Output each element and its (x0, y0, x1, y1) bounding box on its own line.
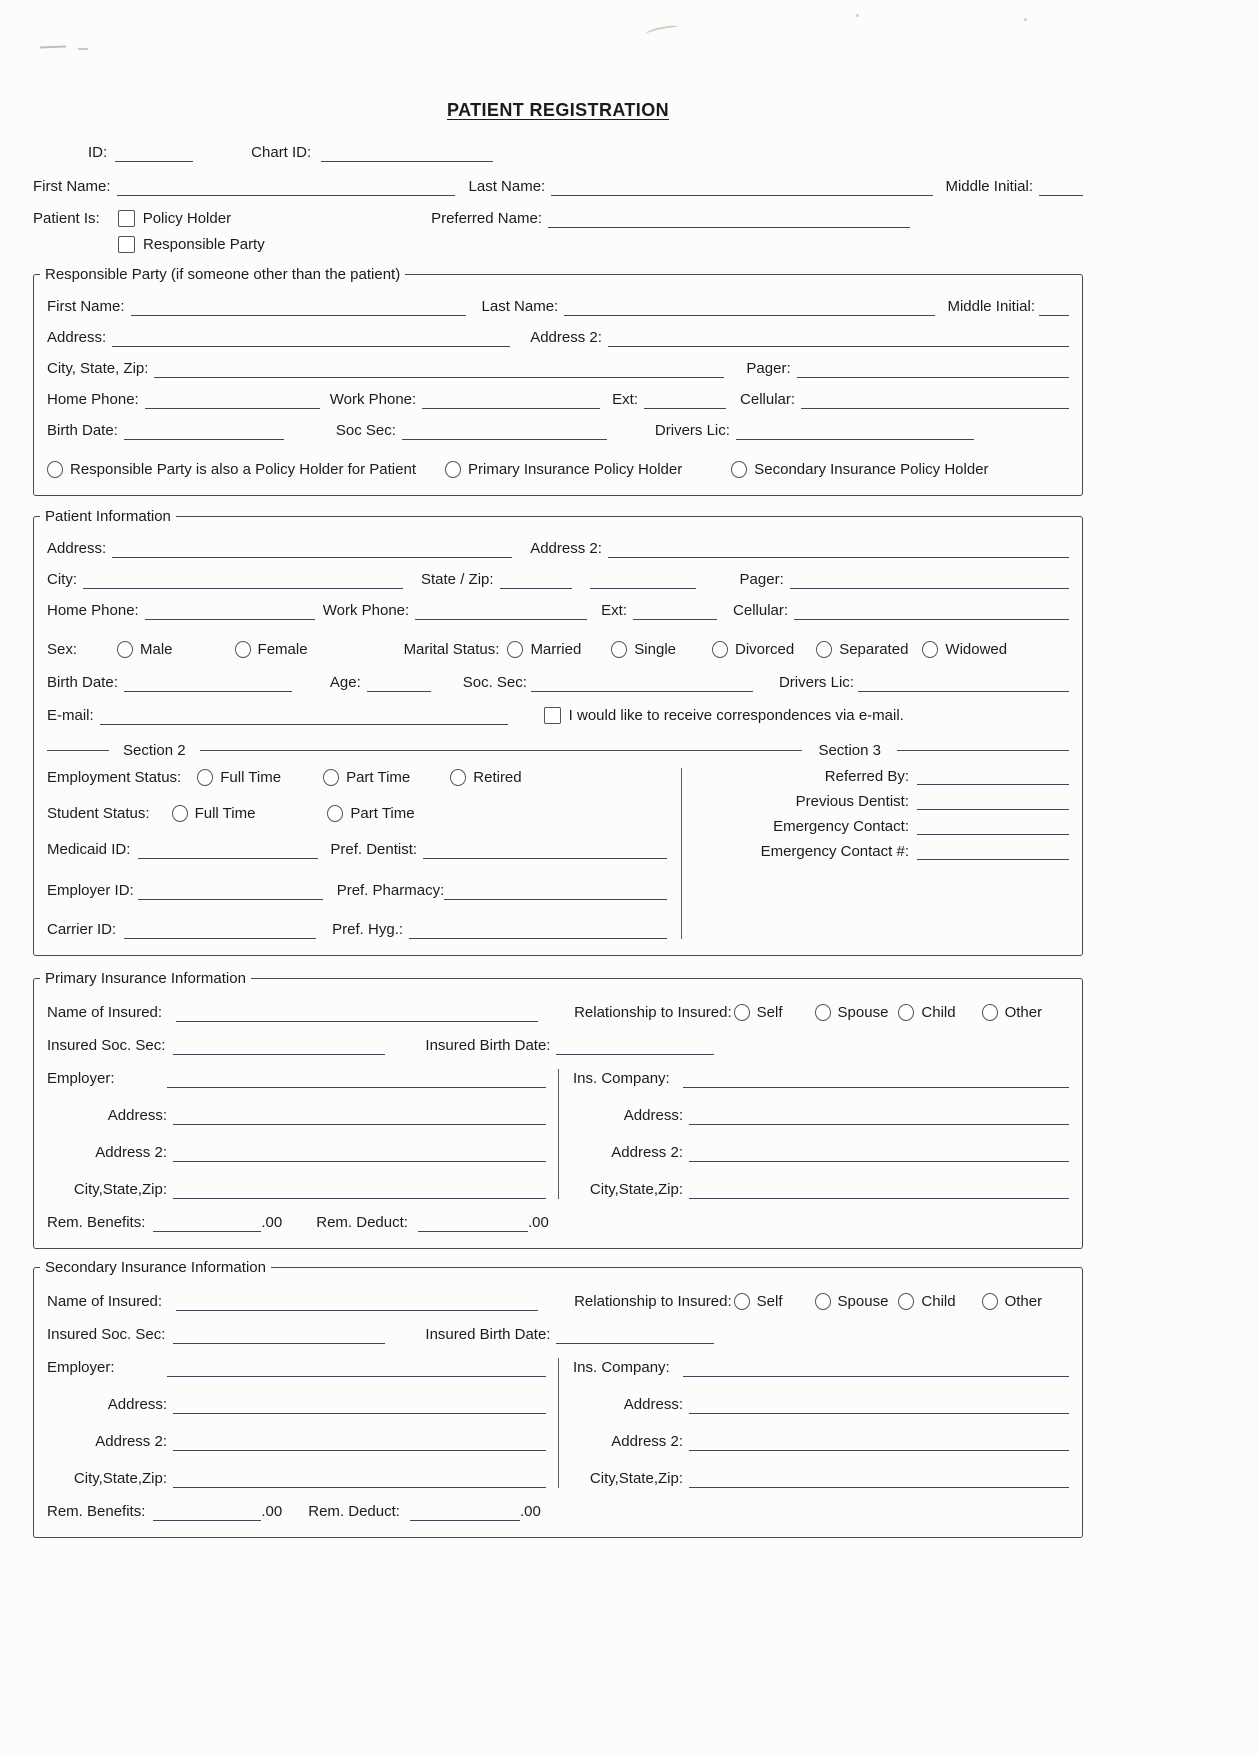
rp-address-input[interactable] (112, 330, 510, 347)
rp-birth-date-label: Birth Date: (47, 422, 118, 439)
pi-sex-marital-row (47, 640, 1069, 659)
rp-work-phone-label: Work Phone: (329, 391, 417, 408)
pri-self-label: Self (756, 1004, 783, 1021)
sec-ins-company-input[interactable] (683, 1360, 1069, 1377)
sec-name-of-insured-label: Name of Insured: (47, 1293, 163, 1310)
sec-socsec-row (47, 1325, 1069, 1344)
pi-emergency-contact-num-row (698, 843, 1069, 860)
pi-ext-input[interactable] (633, 603, 717, 620)
pi-medicaid-id-label: Medicaid ID: (47, 841, 131, 858)
pi-employer-id-row (47, 881, 667, 900)
responsible-party-legend: Responsible Party (if someone other than the patient) (40, 265, 405, 284)
pi-employer-id-label: Employer ID: (47, 882, 134, 899)
pri-name-of-insured-label: Name of Insured: (47, 1004, 163, 1021)
sec-ins-address-label: Address: (623, 1396, 683, 1413)
preferred-name-label: Preferred Name: (431, 210, 542, 227)
rp-cellular-input[interactable] (801, 392, 1069, 409)
policy-holder-option-label: Policy Holder (142, 210, 232, 227)
pi-employment-parttime-label: Part Time (346, 769, 411, 786)
pri-city-state-zip-label: City,State,Zip: (73, 1181, 167, 1198)
pi-age-input[interactable] (367, 675, 431, 692)
pri-spouse-label: Spouse (837, 1004, 889, 1021)
pi-previous-dentist-label: Previous Dentist: (795, 793, 909, 810)
divider (47, 750, 109, 751)
sec-ins-company-label: Ins. Company: (573, 1359, 670, 1376)
sec-rem-deduct-input[interactable] (410, 1504, 520, 1521)
sec-rem-benefits-cents: .00 (261, 1503, 283, 1520)
pi-pref-hyg-label: Pref. Hyg.: (332, 921, 404, 938)
pi-email-input[interactable] (100, 708, 508, 725)
pri-employer-column (47, 1069, 558, 1199)
pri-rem-benefits-cents: .00 (261, 1214, 283, 1231)
pi-cellular-input[interactable] (794, 603, 1069, 620)
pi-single-radio[interactable] (611, 641, 627, 658)
pi-pref-dentist-label: Pref. Dentist: (330, 841, 418, 858)
responsible-party-checkbox[interactable] (118, 236, 135, 253)
pri-employer-label: Employer: (47, 1070, 115, 1087)
pri-address-label: Address: (107, 1107, 167, 1124)
pri-rem-benefits-input[interactable] (153, 1215, 261, 1232)
patient-is-label: Patient Is: (33, 210, 100, 227)
pi-male-radio[interactable] (117, 641, 133, 658)
pi-divorced-radio[interactable] (712, 641, 728, 658)
pi-work-phone-label: Work Phone: (322, 602, 410, 619)
sec-columns (47, 1358, 1069, 1488)
pi-sex-option-female (235, 640, 308, 659)
pri-ins-address-row (573, 1106, 1069, 1125)
sec-employer-input[interactable] (167, 1360, 546, 1377)
pi-student-parttime-label: Part Time (350, 805, 415, 822)
pi-employment-parttime (323, 768, 410, 787)
pi-employment-retired (450, 768, 521, 787)
pi-emergency-contact-input[interactable] (917, 818, 1069, 835)
rp-home-phone-label: Home Phone: (47, 391, 139, 408)
preferred-name-input[interactable] (548, 211, 910, 228)
sec-ins-company-column (558, 1358, 1069, 1488)
pi-employment-fulltime-radio[interactable] (197, 769, 213, 786)
pi-carrier-id-input[interactable] (124, 922, 316, 939)
section2-column (47, 768, 681, 939)
sec-rem-deduct-label: Rem. Deduct: (308, 1503, 400, 1520)
rp-pager-label: Pager: (746, 360, 791, 377)
rp-middle-initial-input[interactable] (1039, 299, 1069, 316)
pri-name-row (47, 1003, 1069, 1022)
pri-self-radio[interactable] (734, 1004, 750, 1021)
rp-secondary-policy-radio-label: Secondary Insurance Policy Holder (754, 461, 989, 478)
last-name-label: Last Name: (468, 178, 546, 195)
pi-marital-status-label: Marital Status: (403, 641, 500, 658)
pi-employment-status-label: Employment Status: (47, 769, 182, 786)
pi-carrier-id-row (47, 920, 667, 939)
rp-city-state-zip-label: City, State, Zip: (47, 360, 149, 377)
sec-employer-column (47, 1358, 558, 1488)
pi-widowed-label: Widowed (945, 641, 1008, 658)
sec-rem-benefits-input[interactable] (153, 1504, 261, 1521)
rp-drivers-lic-label: Drivers Lic: (654, 422, 730, 439)
pi-marital-option-widowed (922, 640, 1007, 659)
pi-email-label: E-mail: (47, 707, 94, 724)
pi-employment-parttime-radio[interactable] (323, 769, 339, 786)
rp-birth-row (47, 421, 1069, 440)
pri-ins-city-state-zip-input[interactable] (689, 1182, 1069, 1199)
pi-email-optin-checkbox[interactable] (544, 707, 561, 724)
pri-address2-label: Address 2: (95, 1144, 167, 1161)
pi-pref-dentist-input[interactable] (423, 842, 667, 859)
pi-pager-input[interactable] (790, 572, 1069, 589)
pri-other-radio[interactable] (982, 1004, 998, 1021)
pi-pager-label: Pager: (739, 571, 784, 588)
rp-policy-radio-row (47, 460, 1069, 479)
pi-emergency-contact-num-label: Emergency Contact #: (760, 843, 909, 860)
pri-city-state-zip-input[interactable] (173, 1182, 546, 1199)
rp-address2-input[interactable] (608, 330, 1069, 347)
pi-divorced-label: Divorced (735, 641, 795, 658)
pi-drivers-lic-input[interactable] (858, 675, 1069, 692)
sec-ins-address2-row (573, 1432, 1069, 1451)
pi-employer-id-input[interactable] (138, 883, 323, 900)
pi-sex-option-male (117, 640, 173, 659)
pri-name-of-insured-input[interactable] (176, 1005, 538, 1022)
pi-email-optin-label: I would like to receive correspondences via e-mail. (568, 707, 904, 724)
pi-city-label: City: (47, 571, 77, 588)
name-row (33, 177, 1083, 196)
sec-self-label: Self (756, 1293, 783, 1310)
pi-state-zip-label: State / Zip: (421, 571, 494, 588)
rp-first-name-input[interactable] (131, 299, 466, 316)
pi-widowed-radio[interactable] (922, 641, 938, 658)
pi-emergency-contact-row (698, 818, 1069, 835)
pi-student-fulltime-label: Full Time (194, 805, 256, 822)
pri-ins-address2-input[interactable] (689, 1145, 1069, 1162)
pri-columns (47, 1069, 1069, 1199)
pi-birth-date-input[interactable] (124, 675, 292, 692)
pri-insured-birth-date-label: Insured Birth Date: (425, 1037, 551, 1054)
pi-medicaid-row (47, 840, 667, 859)
sec-remaining-row (47, 1502, 1069, 1521)
pi-student-parttime (327, 804, 414, 823)
pi-drivers-lic-label: Drivers Lic: (778, 674, 854, 691)
pri-insured-soc-sec-input[interactable] (173, 1038, 385, 1055)
rp-address2-label: Address 2: (530, 329, 602, 346)
sec-ins-address-row (573, 1395, 1069, 1414)
middle-initial-input[interactable] (1039, 179, 1083, 196)
pi-employment-fulltime-label: Full Time (220, 769, 282, 786)
section3-heading: Section 3 (818, 742, 881, 759)
pi-student-fulltime-radio[interactable] (172, 805, 188, 822)
pri-rem-deduct-label: Rem. Deduct: (316, 1214, 408, 1231)
responsible-party-option-label: Responsible Party (143, 236, 265, 253)
secondary-insurance-legend: Secondary Insurance Information (40, 1258, 271, 1277)
sec-address2-row (47, 1432, 546, 1451)
pi-student-parttime-radio[interactable] (327, 805, 343, 822)
pi-referred-by-input[interactable] (917, 768, 1069, 785)
rp-cellular-label: Cellular: (740, 391, 796, 408)
pi-pref-pharmacy-label: Pref. Pharmacy: (336, 882, 445, 899)
pri-insured-birth-date-input[interactable] (556, 1038, 714, 1055)
pri-employer-input[interactable] (167, 1071, 546, 1088)
sec-child-label: Child (921, 1293, 956, 1310)
pri-ins-company-row (573, 1069, 1069, 1088)
pi-marital-option-separated (816, 640, 908, 659)
sec-spouse-radio[interactable] (815, 1293, 831, 1310)
pi-email-row (47, 706, 1069, 725)
pri-ins-company-label: Ins. Company: (573, 1070, 670, 1087)
responsible-party-option-row (33, 235, 1083, 254)
primary-insurance-legend: Primary Insurance Information (40, 969, 251, 988)
pi-sex-label: Sex: (47, 641, 78, 658)
divider (200, 750, 803, 751)
pi-carrier-id-label: Carrier ID: (47, 921, 117, 938)
rp-drivers-lic-input[interactable] (736, 423, 974, 440)
sec-relationship-label: Relationship to Insured: (574, 1293, 732, 1310)
pi-student-status-label: Student Status: (47, 805, 150, 822)
rp-first-name-label: First Name: (47, 298, 125, 315)
rp-soc-sec-input[interactable] (402, 423, 607, 440)
rp-ext-label: Ext: (612, 391, 639, 408)
pi-separated-radio[interactable] (816, 641, 832, 658)
sec-name-row (47, 1292, 1069, 1311)
sec-insured-birth-date-label: Insured Birth Date: (425, 1326, 551, 1343)
pri-relationship-spouse (815, 1003, 889, 1022)
sec-ins-address-input[interactable] (689, 1397, 1069, 1414)
chart-id-input[interactable] (321, 145, 493, 162)
sec-rem-deduct-cents: .00 (519, 1503, 541, 1520)
pi-pref-hyg-input[interactable] (409, 922, 667, 939)
page-title: PATIENT REGISTRATION (447, 100, 669, 120)
pi-address-input[interactable] (112, 541, 512, 558)
pi-cellular-label: Cellular: (733, 602, 789, 619)
pri-csz-row (47, 1180, 546, 1199)
pi-employment-fulltime (197, 768, 281, 787)
pri-address2-row (47, 1143, 546, 1162)
pi-birth-date-label: Birth Date: (47, 674, 118, 691)
id-row (33, 143, 1083, 162)
pi-female-radio[interactable] (235, 641, 251, 658)
pi-previous-dentist-input[interactable] (917, 793, 1069, 810)
pi-soc-sec-input[interactable] (531, 675, 753, 692)
pi-address2-label: Address 2: (530, 540, 602, 557)
pi-female-label: Female (257, 641, 308, 658)
sec-relationship-self (734, 1292, 783, 1311)
sec-relationship-spouse (815, 1292, 889, 1311)
pri-other-label: Other (1004, 1004, 1043, 1021)
section2-heading: Section 2 (123, 742, 186, 759)
sec-ins-city-state-zip-input[interactable] (689, 1471, 1069, 1488)
sec-insured-soc-sec-label: Insured Soc. Sec: (47, 1326, 166, 1343)
pi-work-phone-input[interactable] (415, 603, 587, 620)
pri-employer-row (47, 1069, 546, 1088)
pi-phone-row (47, 601, 1069, 620)
pi-sections-columns (47, 768, 1069, 939)
pi-section-heading-row (47, 741, 1069, 760)
pri-relationship-child (898, 1003, 955, 1022)
pi-address2-input[interactable] (608, 541, 1069, 558)
secondary-insurance-section (33, 1259, 1083, 1538)
id-input[interactable] (115, 145, 193, 162)
pri-ins-city-state-zip-label: City,State,Zip: (589, 1181, 683, 1198)
sec-csz-row (47, 1469, 546, 1488)
pi-soc-sec-label: Soc. Sec: (462, 674, 527, 691)
rp-secondary-policy-radio[interactable] (731, 461, 747, 478)
pi-home-phone-label: Home Phone: (47, 602, 139, 619)
sec-employer-label: Employer: (47, 1359, 115, 1376)
sec-ins-address2-label: Address 2: (611, 1433, 683, 1450)
pi-student-row (47, 804, 667, 823)
sec-other-label: Other (1004, 1293, 1043, 1310)
last-name-input[interactable] (551, 179, 933, 196)
rp-phone-row (47, 390, 1069, 409)
sec-name-of-insured-input[interactable] (176, 1294, 538, 1311)
pi-zip-input[interactable] (590, 572, 696, 589)
pi-state-input[interactable] (500, 572, 572, 589)
sec-ins-city-state-zip-label: City,State,Zip: (589, 1470, 683, 1487)
pri-ins-address-input[interactable] (689, 1108, 1069, 1125)
rp-last-name-input[interactable] (564, 299, 935, 316)
sec-rem-benefits-label: Rem. Benefits: (47, 1503, 146, 1520)
rp-ext-input[interactable] (644, 392, 726, 409)
pi-city-input[interactable] (83, 572, 403, 589)
patient-is-row (33, 209, 1083, 228)
divider (897, 750, 1069, 751)
pri-rem-deduct-cents: .00 (527, 1214, 549, 1231)
sec-city-state-zip-label: City,State,Zip: (73, 1470, 167, 1487)
pri-rem-deduct-input[interactable] (418, 1215, 528, 1232)
pri-ins-csz-row (573, 1180, 1069, 1199)
pi-marital-option-single (611, 640, 676, 659)
sec-insured-soc-sec-input[interactable] (173, 1327, 385, 1344)
pi-medicaid-id-input[interactable] (138, 842, 318, 859)
pi-age-label: Age: (329, 674, 361, 691)
pi-married-label: Married (530, 641, 582, 658)
sec-other-radio[interactable] (982, 1293, 998, 1310)
rp-address-label: Address: (47, 329, 107, 346)
pi-male-label: Male (140, 641, 173, 658)
pri-child-label: Child (921, 1004, 956, 1021)
sec-address2-label: Address 2: (95, 1433, 167, 1450)
first-name-label: First Name: (33, 178, 111, 195)
rp-middle-initial-label: Middle Initial: (947, 298, 1035, 315)
pri-child-radio[interactable] (898, 1004, 914, 1021)
chart-id-label: Chart ID: (251, 144, 312, 161)
pi-referred-by-row (698, 768, 1069, 785)
rp-work-phone-input[interactable] (422, 392, 600, 409)
rp-policy-holder-radio[interactable] (47, 461, 63, 478)
first-name-input[interactable] (117, 179, 455, 196)
sec-address-row (47, 1395, 546, 1414)
pri-address-row (47, 1106, 546, 1125)
pri-spouse-radio[interactable] (815, 1004, 831, 1021)
pi-previous-dentist-row (698, 793, 1069, 810)
pi-birth-row (47, 673, 1069, 692)
responsible-party-section (33, 266, 1083, 496)
pi-city-row (47, 570, 1069, 589)
pri-relationship-other (982, 1003, 1043, 1022)
sec-relationship-other (982, 1292, 1043, 1311)
pri-address-input[interactable] (173, 1108, 546, 1125)
pri-ins-address2-label: Address 2: (611, 1144, 683, 1161)
pi-address-label: Address: (47, 540, 107, 557)
pi-marital-option-divorced (712, 640, 794, 659)
middle-initial-label: Middle Initial: (945, 178, 1033, 195)
pri-address2-input[interactable] (173, 1145, 546, 1162)
rp-city-state-zip-input[interactable] (154, 361, 724, 378)
sec-relationship-child (898, 1292, 955, 1311)
rp-policy-holder-radio-label: Responsible Party is also a Policy Holder for Patient (70, 461, 416, 478)
primary-insurance-section (33, 970, 1083, 1249)
pri-socsec-row (47, 1036, 1069, 1055)
pri-insured-soc-sec-label: Insured Soc. Sec: (47, 1037, 166, 1054)
sec-insured-birth-date-input[interactable] (556, 1327, 714, 1344)
rp-birth-date-input[interactable] (124, 423, 284, 440)
pri-ins-company-input[interactable] (683, 1071, 1069, 1088)
sec-address-label: Address: (107, 1396, 167, 1413)
sec-spouse-label: Spouse (837, 1293, 889, 1310)
sec-ins-csz-row (573, 1469, 1069, 1488)
rp-home-phone-input[interactable] (145, 392, 320, 409)
sec-self-radio[interactable] (734, 1293, 750, 1310)
pi-pref-pharmacy-input[interactable] (444, 883, 666, 900)
pi-employment-retired-label: Retired (473, 769, 522, 786)
pi-employment-row (47, 768, 667, 787)
pi-married-radio[interactable] (507, 641, 523, 658)
pi-employment-retired-radio[interactable] (450, 769, 466, 786)
rp-pager-input[interactable] (797, 361, 1069, 378)
rp-address-row (47, 328, 1069, 347)
patient-information-legend: Patient Information (40, 507, 176, 526)
pri-ins-company-column (558, 1069, 1069, 1199)
section3-column (681, 768, 1069, 939)
sec-ins-company-row (573, 1358, 1069, 1377)
rp-last-name-label: Last Name: (481, 298, 559, 315)
pi-address-row (47, 539, 1069, 558)
pri-relationship-label: Relationship to Insured: (574, 1004, 732, 1021)
pi-separated-label: Separated (839, 641, 909, 658)
pi-emergency-contact-num-input[interactable] (917, 843, 1069, 860)
pri-ins-address-label: Address: (623, 1107, 683, 1124)
rp-name-row (47, 297, 1069, 316)
id-label: ID: (88, 144, 108, 161)
pi-emergency-contact-label: Emergency Contact: (773, 818, 909, 835)
pi-student-fulltime (172, 804, 256, 823)
sec-city-state-zip-input[interactable] (173, 1471, 546, 1488)
patient-information-section (33, 508, 1083, 956)
pri-rem-benefits-label: Rem. Benefits: (47, 1214, 146, 1231)
pri-remaining-row (47, 1213, 1069, 1232)
pi-ext-label: Ext: (601, 602, 628, 619)
rp-city-state-zip-row (47, 359, 1069, 378)
pi-marital-option-married (507, 640, 581, 659)
pri-relationship-self (734, 1003, 783, 1022)
sec-ins-address2-input[interactable] (689, 1434, 1069, 1451)
sec-employer-row (47, 1358, 546, 1377)
pi-home-phone-input[interactable] (145, 603, 315, 620)
sec-address2-input[interactable] (173, 1434, 546, 1451)
pri-ins-address2-row (573, 1143, 1069, 1162)
sec-child-radio[interactable] (898, 1293, 914, 1310)
rp-primary-policy-radio-label: Primary Insurance Policy Holder (468, 461, 683, 478)
pi-single-label: Single (634, 641, 676, 658)
pi-referred-by-label: Referred By: (824, 768, 909, 785)
sec-address-input[interactable] (173, 1397, 546, 1414)
policy-holder-checkbox[interactable] (118, 210, 135, 227)
rp-primary-policy-radio[interactable] (445, 461, 461, 478)
rp-soc-sec-label: Soc Sec: (335, 422, 396, 439)
